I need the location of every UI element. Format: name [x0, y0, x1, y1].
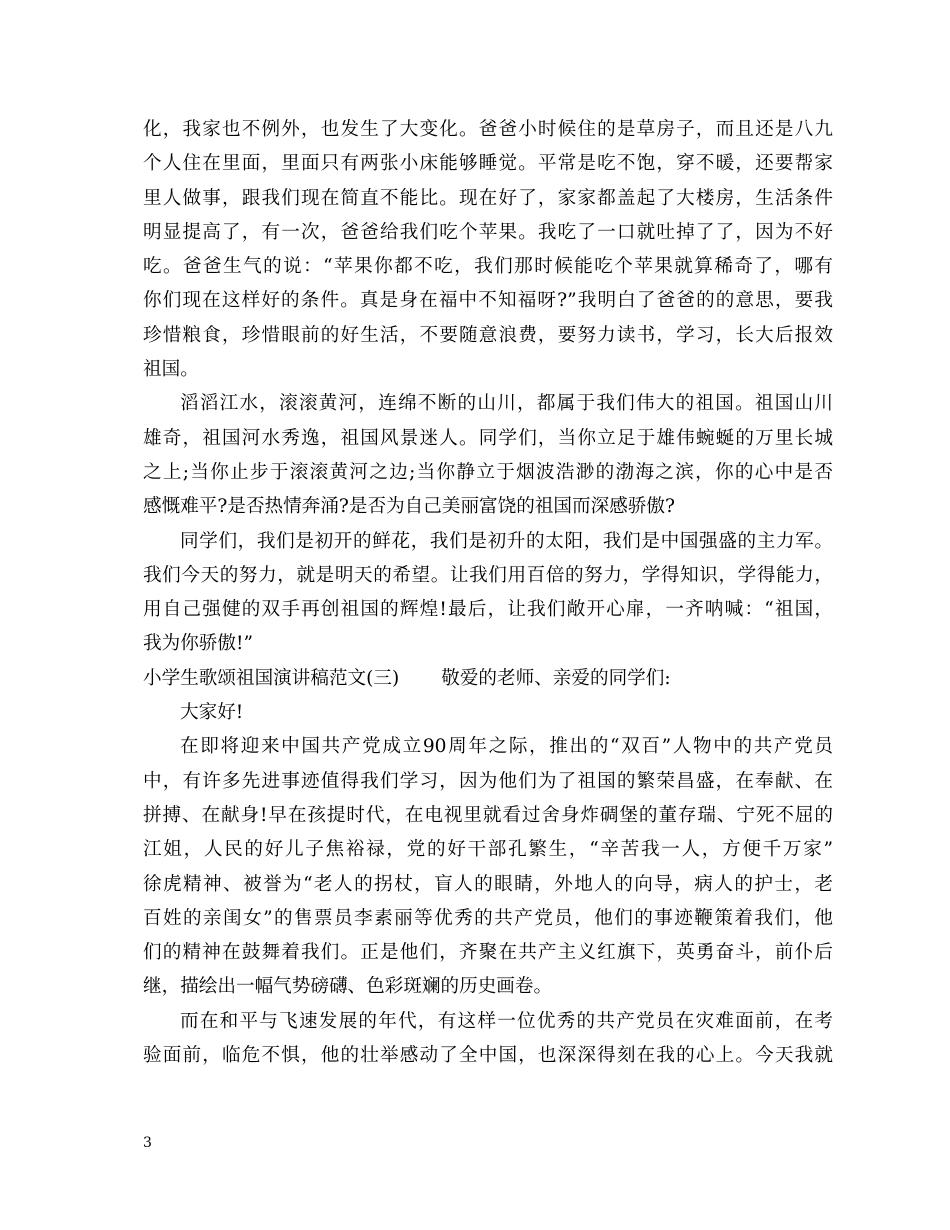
paragraph-first-line: 滔滔江水，滚滚黄河，连绵不断的山川，都属于我们伟大的祖国。祖国山川: [180, 393, 833, 415]
text-line: 们的精神在鼓舞着我们。正是他们，齐聚在共产主义红旗下，英勇奋斗，前仆后: [143, 942, 833, 964]
greeting-line: 大家好!: [180, 702, 244, 724]
text-line: 珍惜粮食，珍惜眼前的好生活，不要随意浪费，要努力读书，学习，长大后报效: [143, 324, 833, 346]
text-line: 验面前，临危不惧，他的壮举感动了全中国，也深深得刻在我的心上。今天我就: [143, 1045, 833, 1067]
section-title: 小学生歌颂祖国演讲稿范文(三): [143, 667, 400, 689]
text-line: 继，描绘出一幅气势磅礴、色彩斑斓的历史画卷。: [143, 976, 553, 998]
document-body: [143, 113, 833, 1073]
text-line: 明显提高了，有一次，爸爸给我们吃个苹果。我吃了一口就吐掉了了，因为不好: [143, 221, 833, 243]
text-line: 百姓的亲闺女”的售票员李素丽等优秀的共产党员，他们的事迹鞭策着我们，他: [143, 907, 833, 929]
text-line: 拼搏、在献身!早在孩提时代，在电视里就看过舍身炸碉堡的董存瑞、宁死不屈的: [143, 804, 833, 826]
salutation: 敬爱的老师、亲爱的同学们:: [441, 667, 671, 689]
text-line: 我为你骄傲!”: [143, 633, 253, 655]
text-line: 吃。爸爸生气的说：“苹果你都不吃，我们那时候能吃个苹果就算稀奇了，哪有: [143, 256, 833, 278]
paragraph-first-line: 而在和平与飞速发展的年代，有这样一位优秀的共产党员在灾难面前，在考: [180, 1010, 833, 1032]
text-line: 雄奇，祖国河水秀逸，祖国风景迷人。同学们，当你立足于雄伟蜿蜒的万里长城: [143, 427, 833, 449]
text-line: 里人做事，跟我们现在简直不能比。现在好了，家家都盖起了大楼房，生活条件: [143, 187, 833, 209]
text-line: 祖国。: [143, 359, 199, 381]
paragraph-first-line: 同学们，我们是初开的鲜花，我们是初升的太阳，我们是中国强盛的主力军。: [180, 530, 833, 552]
text-line: 感慨难平?是否热情奔涌?是否为自己美丽富饶的祖国而深感骄傲?: [143, 496, 675, 518]
text-line: 化，我家也不例外，也发生了大变化。爸爸小时候住的是草房子，而且还是八九: [143, 119, 833, 140]
text-line: 个人住在里面，里面只有两张小床能够睡觉。平常是吃不饱，穿不暖，还要帮家: [143, 153, 833, 175]
text-line: 徐虎精神、被誉为“老人的拐杖，盲人的眼睛，外地人的向导，病人的护士，老: [143, 873, 833, 895]
text-line: 江姐，人民的好儿子焦裕禄，党的好干部孔繁生，“辛苦我一人，方便千万家”: [143, 839, 833, 861]
section-heading-line: [143, 662, 833, 696]
text-line: 中，有许多先进事迹值得我们学习，因为他们为了祖国的繁荣昌盛，在奉献、在: [143, 770, 833, 792]
text-line: 用自己强健的双手再创祖国的辉煌!最后，让我们敞开心扉，一齐呐喊：“祖国，: [143, 599, 833, 621]
page-number: 3: [143, 1135, 152, 1151]
text-line: 你们现在这样好的条件。真是身在福中不知福呀?”我明白了爸爸的的意思，要我: [143, 290, 833, 312]
paragraph-first-line: 在即将迎来中国共产党成立90周年之际，推出的“双百”人物中的共产党员: [180, 736, 833, 758]
text-line: 之上;当你止步于滚滚黄河之边;当你静立于烟波浩渺的渤海之滨，你的心中是否: [143, 461, 833, 483]
text-line: 我们今天的努力，就是明天的希望。让我们用百倍的努力，学得知识，学得能力，: [143, 564, 833, 586]
